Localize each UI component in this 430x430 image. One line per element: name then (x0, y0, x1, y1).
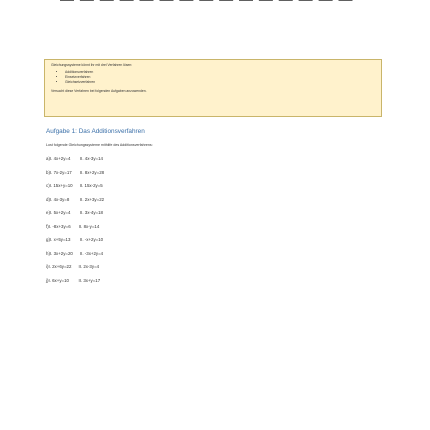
equation-1: I. 15x+y=10 (49, 183, 73, 188)
equation-2: II. 2x+3y=22 (79, 196, 105, 202)
methods-info-box (44, 59, 382, 117)
task-label: h) (46, 250, 50, 256)
task-label: a) (46, 156, 50, 161)
equation-2: II. 4x-3y=14 (79, 156, 103, 161)
task-label: g) (46, 237, 50, 242)
task-row (46, 224, 104, 238)
task-row (46, 237, 104, 251)
equation-1: I. 4x+2y=4 (49, 156, 71, 161)
task-row (46, 197, 104, 211)
section-title: Aufgabe 1: Das Additionsverfahren (46, 128, 145, 135)
page-top-fragment (0, 0, 430, 10)
equation-1: I. 3x+2y=20 (49, 250, 73, 256)
task-label: i) (46, 264, 49, 269)
task-row (46, 183, 104, 197)
task-list (46, 156, 104, 291)
equation-2: II. -3x+2y=4 (79, 250, 104, 256)
equation-2: II. 8x+2y=28 (79, 169, 105, 175)
equation-2: II. 15x-2y=5 (79, 183, 103, 188)
task-row (46, 210, 104, 224)
equation-1: I. 7x-2y=17 (49, 169, 72, 175)
equation-2: II. 8x-y=14 (78, 223, 100, 229)
section-instruction: Lost folgende Gleichungssysteme mithilfe des Additionsverfahrens: (46, 143, 153, 147)
task-label: c) (46, 183, 50, 188)
task-label: d) (46, 196, 50, 202)
equation-1: I. 5x+2y=4 (49, 210, 71, 215)
task-row (46, 170, 104, 184)
task-label: j) (46, 277, 49, 283)
methods-list (51, 70, 375, 85)
info-box-heading: Gleichungssysteme könnt ihr mit drei Verfahren lösen: (51, 63, 133, 67)
task-row (46, 278, 104, 292)
task-label: b) (46, 169, 50, 175)
equation-1: I. -8x+3y=6 (48, 223, 71, 229)
equation-1: I. 4x-3y=8 (49, 196, 70, 202)
equation-2: II. 2x-3y=4 (78, 264, 100, 269)
equation-2: II. -x+2y=10 (79, 237, 104, 242)
task-row (46, 156, 104, 170)
task-row (46, 264, 104, 278)
task-label: f) (46, 223, 49, 229)
method-item: • Einsetzverfahren (65, 75, 375, 80)
equation-1: I. 6x+y=10 (48, 277, 69, 283)
equation-1: I. x+5y=13 (49, 237, 71, 242)
cut-off-heading (60, 0, 353, 7)
equation-1: I. 2x+6y=22 (48, 264, 72, 269)
equation-2: II. 3x-4y=18 (79, 210, 103, 215)
info-box-footer: Versucht diese Verfahren bei folgenden Aufgaben anzuwenden. (51, 89, 147, 93)
method-item: • Gleichsetzverfahren (65, 80, 375, 85)
method-item: • Additionsverfahren (65, 70, 375, 75)
task-label: e) (46, 210, 50, 215)
equation-2: II. 3x+y=17 (78, 277, 101, 283)
task-row (46, 251, 104, 265)
